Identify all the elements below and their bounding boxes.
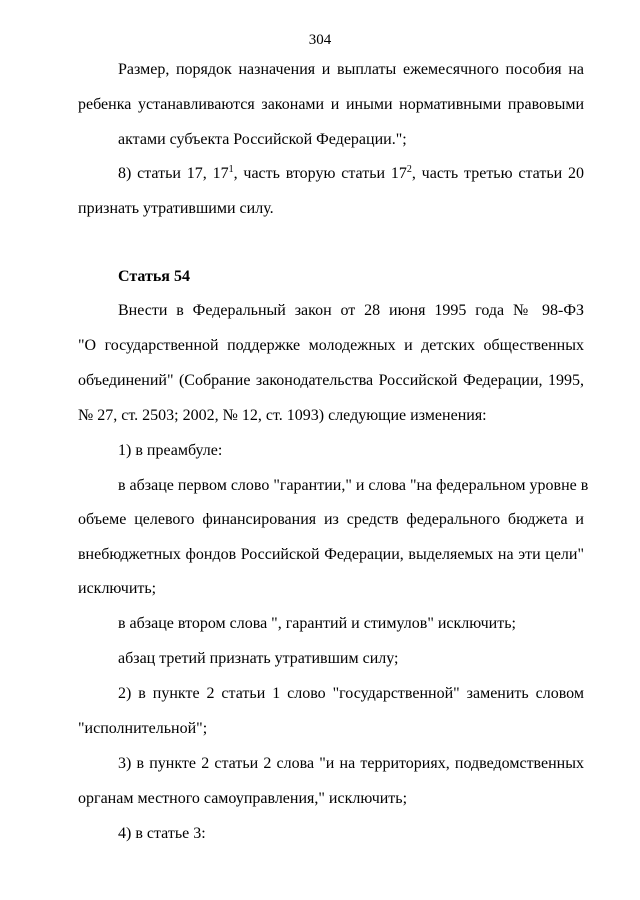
text-line: "исполнительной"; xyxy=(78,720,208,737)
text-line: объеме целевого финансирования из средств федерального бюджета и xyxy=(78,511,584,528)
text-line: 3) в пункте 2 статьи 2 слова "и на территориях, подведомственных xyxy=(118,755,584,772)
text-line: "О государственной поддержке молодежных и детских общественных xyxy=(78,337,584,354)
text-line: № 27, ст. 2503; 2002, № 12, ст. 1093) следующие изменения: xyxy=(78,407,487,424)
text-fragment: , часть вторую статьи 17 xyxy=(233,165,407,182)
text-line: объединений" (Собрание законодательства Российской Федерации, 1995, xyxy=(78,372,584,389)
text-line: органам местного самоуправления," исключить; xyxy=(78,790,408,807)
text-line xyxy=(118,163,584,185)
text-line: внебюджетных фондов Российской Федерации, выделяемых на эти цели" xyxy=(78,546,584,563)
superscript: 2 xyxy=(406,164,412,175)
article-heading: Статья 54 xyxy=(118,268,190,285)
superscript: 1 xyxy=(228,164,234,175)
text-line: абзац третий признать утратившим силу; xyxy=(118,650,399,667)
text-line: актами субъекта Российской Федерации."; xyxy=(118,131,407,148)
text-line: 4) в статье 3: xyxy=(118,825,206,842)
text-line: Размер, порядок назначения и выплаты ежемесячного пособия на xyxy=(118,61,584,78)
text-line: в абзаце первом слово "гарантии," и слова "на федеральном уровне в xyxy=(118,477,589,494)
text-line: 1) в преамбуле: xyxy=(118,442,223,459)
text-line: ребенка устанавливаются законами и иными нормативными правовыми xyxy=(78,96,584,113)
text-line: 2) в пункте 2 статьи 1 слово "государственной" заменить словом xyxy=(118,685,584,702)
text-fragment: , часть третью статьи 20 xyxy=(411,165,585,182)
text-line: исключить; xyxy=(78,580,157,597)
text-fragment: 8) статьи 17, 17 xyxy=(118,165,229,182)
text-line: признать утратившими силу. xyxy=(78,200,274,217)
text-line: в абзаце втором слова ", гарантий и стимулов" исключить; xyxy=(118,615,516,632)
page-number: 304 xyxy=(308,32,332,48)
text-line: Внести в Федеральный закон от 28 июня 1995 года № 98-ФЗ xyxy=(118,302,584,319)
